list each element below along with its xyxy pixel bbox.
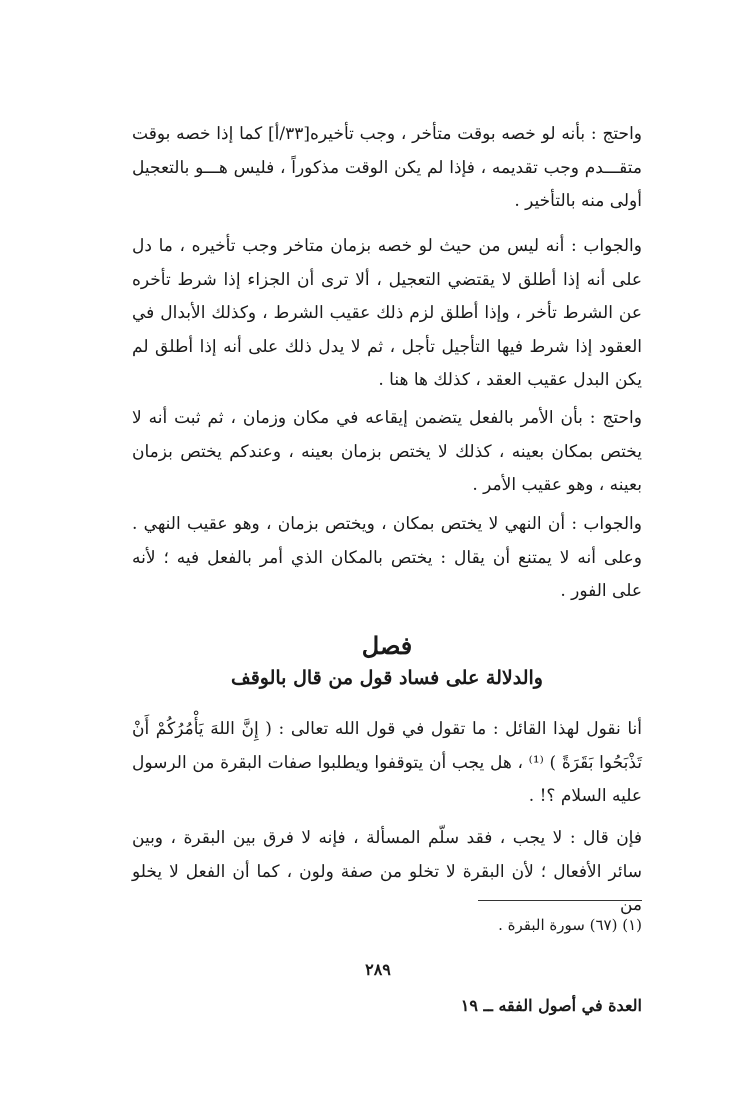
footnote: (١) (٦٧) سورة البقرة .: [498, 916, 642, 934]
section-subtitle: والدلالة على فساد قول من قال بالوقف: [231, 667, 543, 689]
paragraph-2: والجواب : أنه ليس من حيث لو خصه بزمان متاخر وجب تأخيره ، ما دل على أنه إذا أطلق لا يقتضي التعجيل ، ألا ترى أن الجزاء إذا شرط تأخره عن الشرط تأخر ، وإذا أطلق لزم ذلك عقيب الشرط ، وكذلك الأبدال في العقود إذا شرط فيها التأجيل تأجل ، ثم لا يدل ذلك على أنه إذا أطلق لم يكن البدل عقيب العقد ، كذلك ها هنا .: [132, 236, 642, 390]
section-title: فصل: [361, 631, 413, 660]
paragraph-5: أنا نقول لهذا القائل : ما تقول في قول الله تعالى : ( إِنَّ اللهَ يَأْمُرُكُمْ أَنْ تَذْبَحُوا بَقَرَةً ) ⁽¹⁾ ، هل يجب أن يتوقفوا ويطلبوا صفات البقرة من الرسول عليه السلام ؟! .: [132, 719, 642, 806]
paragraph-4: والجواب : أن النهي لا يختص بمكان ، ويختص بزمان ، وهو عقيب النهي . وعلى أنه لا يمتنع أن يقال : يختص بالمكان الذي أمر بالفعل فيه ؛ لأنه على الفور .: [132, 514, 642, 601]
footnote-divider: [478, 900, 642, 901]
paragraph-1: واحتج : بأنه لو خصه بوقت متأخر ، وجب تأخيره[٣٣/أ] كما إذا خصه بوقت متقـــدم وجب تقديمه ، فإذا لم يكن الوقت مذكوراً ، فليس هـــو بالتعجيل أولى منه بالتأخير .: [132, 124, 642, 211]
paragraph-3: واحتج : بأن الأمر بالفعل يتضمن إيقاعه في مكان وزمان ، ثم ثبت أنه لا يختص بمكان بعينه ، كذلك لا يختص بزمان بعينه ، وعندكم يختص بزمان بعينه ، وهو عقيب الأمر .: [132, 408, 642, 495]
paragraph-6: فإن قال : لا يجب ، فقد سلّم المسألة ، فإنه لا فرق بين البقرة ، وبين سائر الأفعال ؛ لأن البقرة لا تخلو من صفة ولون ، كما أن الفعل لا يخلو من: [132, 828, 642, 915]
page-number: ٢٨٩: [365, 960, 391, 979]
book-signature: العدة في أصول الفقه ــ ١٩: [460, 996, 642, 1015]
